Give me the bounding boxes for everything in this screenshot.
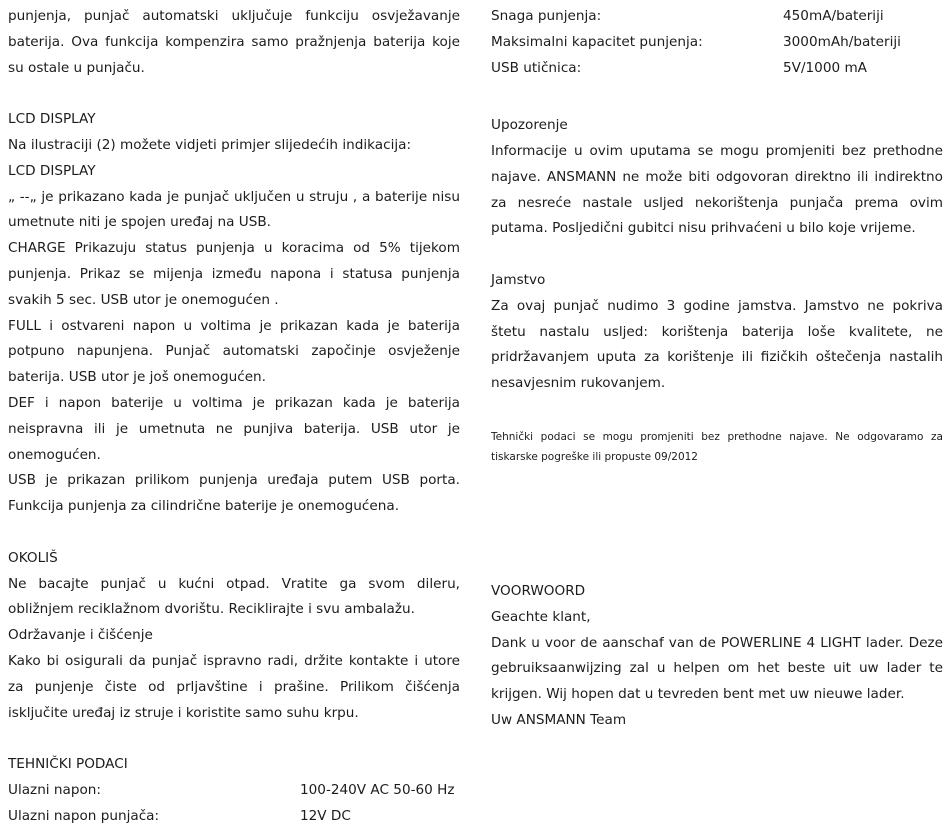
spec-row (491, 30, 943, 56)
spec-value: 12V DC (300, 807, 351, 824)
spec-label: Ulazni napon punjača: (8, 807, 160, 824)
lcd-subheading: LCD DISPLAY (8, 162, 96, 179)
voorwoord-greeting: Geachte klant, (491, 608, 591, 625)
lcd-paragraph-idle: „ --„ je prikazano kada je punjač uključen u struju , a baterije nisu umetnute niti je spojen uređaj na USB. (8, 188, 460, 231)
left-column (8, 4, 460, 830)
warranty-section (491, 268, 943, 397)
warranty-paragraph: Za ovaj punjač nudimo 3 godine jamstva. Jamstvo ne pokriva štetu nastalu usljed: korištenja baterija loše kvalitete, ne pridržavanjem uputa za korištenje ili fizičkih oštečenja nastalih nesavjesnim rukovanjem. (491, 297, 943, 392)
voorwoord-heading: VOORWOORD (491, 582, 586, 599)
lcd-display-heading: LCD DISPLAY (8, 111, 96, 128)
charging-specs (491, 4, 943, 81)
technical-data-section (8, 752, 460, 829)
environment-section (8, 546, 460, 727)
spec-row (491, 56, 943, 82)
spec-label: Maksimalni kapacitet punjenja: (491, 33, 703, 50)
footnote: Tehnički podaci se mogu promjeniti bez prethodne najave. Ne odgovaramo za tiskarske pogreške ili propuste 09/2012 (491, 430, 943, 463)
spec-value: 100-240V AC 50-60 Hz (300, 781, 455, 798)
lcd-paragraph-def: DEF i napon baterije u voltima je prikazan kada je baterija neispravna ili je umetnuta ne punjiva baterija. USB utor je onemogućen. (8, 394, 460, 463)
warning-paragraph: Informacije u ovim uputama se mogu promjeniti bez prethodne najave. ANSMANN ne može biti odgovoran direktno ili indirektno za nesreće nastale usljed nekorištenja punjača prema ovim putama. Posljedični gubitci nisu prihvaćeni u bilo koje vrijeme. (491, 142, 943, 237)
environment-paragraph: Ne bacajte punjač u kućni otpad. Vratite ga svom dileru, obližnjem reciklažnom dvorištu. Reciklirajte i svu ambalažu. (8, 575, 460, 618)
voorwoord-section (491, 579, 943, 734)
lcd-intro-line: Na ilustraciji (2) možete vidjeti primjer slijedećih indikacija: (8, 136, 412, 153)
technical-data-heading: TEHNIČKI PODACI (8, 756, 128, 773)
intro-paragraph: punjenja, punjač automatski uključuje funkciju osvježavanje baterija. Ova funkcija kompenzira samo pražnjenja baterija koje su ostale u punjaču. (8, 8, 460, 76)
spec-value: 3000mAh/bateriji (783, 33, 901, 50)
spec-value: 5V/1000 mA (783, 59, 867, 76)
warning-heading: Upozorenje (491, 117, 568, 134)
spec-label: Ulazni napon: (8, 781, 101, 798)
spec-label: Snaga punjenja: (491, 8, 602, 24)
spec-row (8, 804, 460, 830)
lcd-display-section (8, 107, 460, 520)
lcd-paragraph-usb: USB je prikazan prilikom punjenja uređaja putem USB porta. Funkcija punjenja za cilindrične baterije je onemogućena. (8, 472, 460, 515)
warranty-heading: Jamstvo (491, 271, 546, 288)
spec-label: USB utičnica: (491, 59, 582, 76)
spec-value: 450mA/bateriji (783, 8, 884, 24)
spec-row (491, 4, 943, 30)
lcd-paragraph-charge: CHARGE Prikazuju status punjenja u koracima od 5% tijekom punjenja. Prikaz se mijenja između napona i statusa punjenja svakih 5 sec. USB utor je onemogućen . (8, 240, 460, 308)
maintenance-subheading: Održavanje i čišćenje (8, 627, 153, 644)
voorwoord-paragraph: Dank u voor de aanschaf van de POWERLINE 4 LIGHT lader. Deze gebruiksaanwijzing zal u helpen om het beste uit uw lader te krijgen. Wij hopen dat u tevreden bent met uw nieuwe lader. (491, 634, 943, 703)
right-column (491, 4, 943, 734)
spec-row (8, 778, 460, 804)
voorwoord-signoff: Uw ANSMANN Team (491, 711, 627, 728)
warning-section (491, 113, 943, 242)
environment-heading: OKOLIŠ (8, 549, 58, 566)
maintenance-paragraph: Kako bi osigurali da punjač ispravno radi, držite kontakte i utore za punjenje čiste od prljavštine i prašine. Prilikom čišćenja isključite uređaj iz struje i koristite samo suhu krpu. (8, 652, 460, 721)
lcd-paragraph-full: FULL i ostvareni napon u voltima je prikazan kada je baterija potpuno napunjena. Punjač automatski započinje osvježenje baterija. USB utor je još onemogućen. (8, 317, 460, 386)
